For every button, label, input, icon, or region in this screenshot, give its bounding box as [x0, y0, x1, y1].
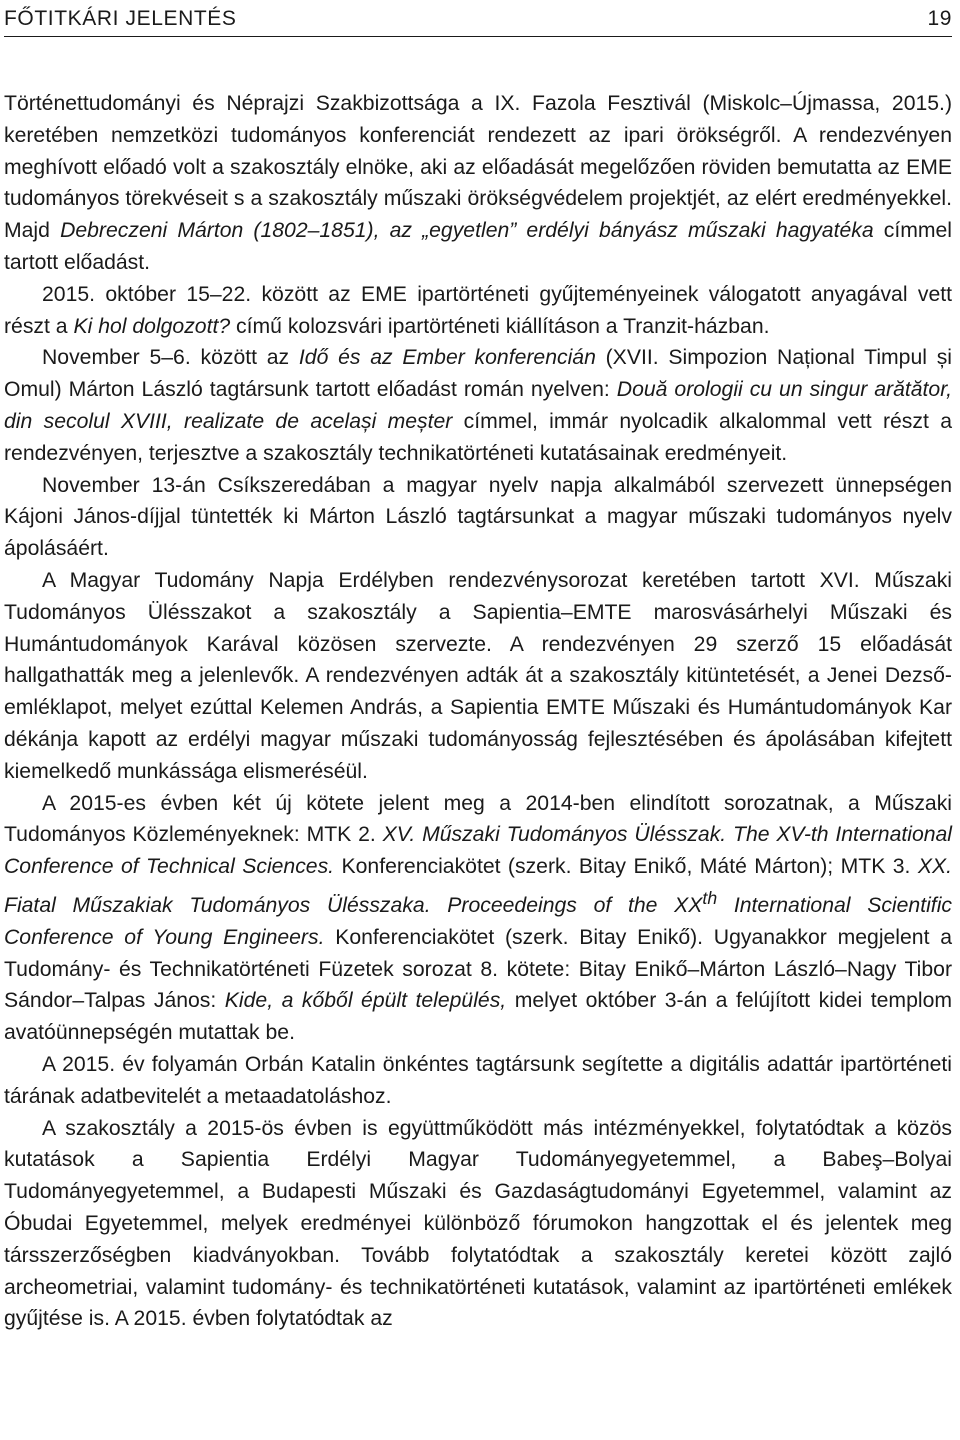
text-run: Történettudományi és Néprajzi Szakbizottsága a IX. Fazola Fesztivál (Miskolc–Újmassa, 2015.) keretében nemzetközi tudományos konferenciát rendezett az ipari örökségről. A rendezvényen meghívott előadó volt a szakosztály elnöke, aki az előadását megelőzően röviden bemutatta az EME tudományos törekvéseit s a szakosztály műszaki örökségvédelem projektjét, az elért eredményekkel. Majd — [4, 92, 952, 243]
text-run: címmel tartott előadást. — [4, 219, 953, 274]
paragraph — [4, 788, 952, 1049]
report-body — [4, 88, 952, 1335]
text-run: A 2015. év folyamán Orbán Katalin önkéntes tagtársunk segítette a digitális adattár ipartörténeti tárának adatbevitelét a metaadatoláshoz. — [4, 1052, 952, 1108]
italic-text: Idő és az Ember konferencián — [298, 346, 596, 370]
text-run: 2015. október 15–22. között az EME ipartörténeti gyűjteményeinek válogatott anyagával vett részt a — [4, 282, 952, 338]
paragraph — [4, 470, 952, 565]
text-run: November 5–6. között az — [42, 346, 299, 370]
italic-text: Ki hol dolgozott? — [73, 314, 231, 338]
text-run: Konferenciakötet (szerk. Bitay Enikő). Ugyanakkor megjelent a Tudomány- és Technikatörténeti Füzetek sorozat 8. kötete: Bitay Enikő–Márton László–Nagy Tibor Sándor–Talpas János: — [4, 925, 952, 1013]
paragraph — [4, 342, 952, 469]
italic-text: Kide, a kőből épült település, — [224, 989, 507, 1013]
paragraph — [4, 279, 952, 343]
text-run: (XVII. Simpozion Național Timpul și Omul) Márton László tagtársunk tartott előadást román nyelven: — [4, 346, 953, 402]
text-run: Konferenciakötet (szerk. Bitay Enikő, Máté Márton); MTK 3. — [334, 855, 918, 879]
paragraph — [4, 88, 952, 279]
italic-text: International Scientific Conference of Young Engineers. — [4, 893, 952, 949]
section-title: FŐTITKÁRI JELENTÉS — [4, 7, 237, 30]
page-number: 19 — [927, 7, 952, 30]
italic-text: XX. Fiatal Műszakiak Tudományos Ülésszaka. Proceedeings of the XX — [4, 855, 952, 917]
paragraph — [4, 1049, 952, 1113]
text-run: A szakosztály a 2015-ös évben is együttműködött más intézményekkel, folytatódtak a közös kutatások a Sapientia Erdélyi Magyar Tudományegyetemmel, a Babeş–Bolyai Tudományegyetemmel, a Budapesti Műszaki és Gazdaságtudományi Egyetemmel, valamint az Óbudai Egyetemmel, melyek eredményei különböző fórumokon hangzottak el és jelentek meg társszerzőségben kiadványokban. Tovább folytatódtak a szakosztály keretei között zajló archeometriai, valamint tudomány- és technikatörténeti kutatások, valamint az ipartörténeti emlékek gyűjtése is. A 2015. évben folytatódtak az — [4, 1116, 952, 1331]
text-run: A 2015-es évben két új kötete jelent meg a 2014-ben elindított sorozatnak, a Műszaki Tudományos Közleményeknek: MTK 2. — [4, 791, 952, 847]
italic-text: Debreczeni Márton (1802–1851), az „egyetlen” erdélyi bányász műszaki hagyatéka — [60, 219, 874, 243]
paragraph — [4, 565, 952, 788]
italic-text: Două orologii cu un singur arătător, din secolul XVIII, realizate de același meșter — [4, 378, 952, 433]
text-run: című kolozsvári ipartörténeti kiállításon a Tranzit-házban. — [230, 314, 770, 338]
italic-text: XV. Műszaki Tudományos Ülésszak. The XV-th International Conference of Technical Sciences. — [4, 823, 952, 879]
text-run: A Magyar Tudomány Napja Erdélyben rendezvénysorozat keretében tartott XVI. Műszaki Tudományos Ülésszakot a szakosztály a Sapientia–EMTE marosvásárhelyi Műszaki és Humántudományok Karával közösen szervezte. A rendezvényen 29 szerző 15 előadását hallgathatták meg a jelenlevők. A rendezvényen adták át a szakosztály kitüntetését, a Jenei Dezső-emléklapot, melyet ezúttal Kelemen András, a Sapientia EMTE Műszaki és Humántudományok Kar dékánja kapott az erdélyi magyar műszaki tudományosság fejlesztésében és ápolásában kifejtett kiemelkedő munkássága elismeréséül. — [4, 568, 952, 783]
text-run: címmel, immár nyolcadik alkalommal vett részt a rendezvényen, terjesztve a szakosztály technikatörténeti kutatásainak eredményeit. — [4, 409, 952, 465]
running-header — [4, 2, 952, 37]
italic-text: th — [702, 887, 718, 908]
text-run: November 13-án Csíkszeredában a magyar nyelv napja alkalmából szervezett ünnepségen Kájoni János-díjjal tüntették ki Márton László tagtársunkat a magyar műszaki tudományos nyelv ápolásáért. — [4, 473, 952, 561]
text-run: melyet október 3-án a felújított kidei templom avatóünnepségén mutattak be. — [4, 989, 952, 1045]
paragraph — [4, 1113, 952, 1336]
